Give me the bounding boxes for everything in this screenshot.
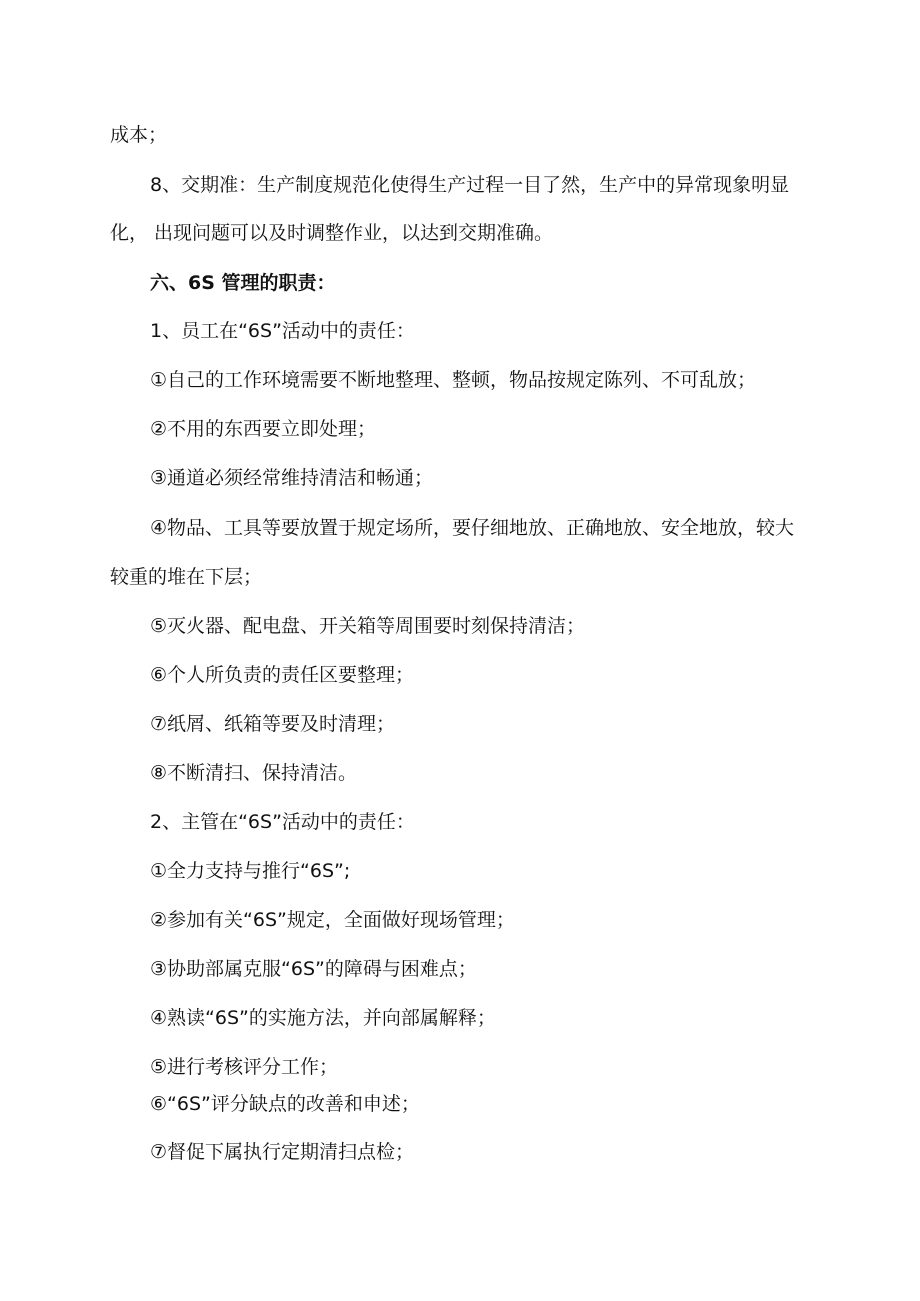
text-line: 2、主管在“6S”活动中的责任： xyxy=(150,811,415,833)
text-line: 成本； xyxy=(110,124,168,146)
list-item: ⑥个人所负责的责任区要整理； xyxy=(150,664,415,686)
list-item: ⑤进行考核评分工作； xyxy=(150,1056,339,1078)
text-line: 1、员工在“6S”活动中的责任： xyxy=(150,320,415,342)
section-heading: 六、6S 管理的职责： xyxy=(150,272,336,294)
list-item: ②不用的东西要立即处理； xyxy=(150,418,377,440)
list-item: ③通道必须经常维持清洁和畅通； xyxy=(150,467,434,489)
list-item: ④物品、工具等要放置于规定场所，要仔细地放、正确地放、安全地放，较大 xyxy=(150,517,795,539)
list-item: ⑧不断清扫、保持清洁。 xyxy=(150,762,358,784)
list-item: ⑤灭火器、配电盘、开关箱等周围要时刻保持清洁； xyxy=(150,615,586,637)
text-line: 化， 出现问题可以及时调整作业，以达到交期准确。 xyxy=(110,222,554,244)
list-item: ②参加有关“6S”规定，全面做好现场管理； xyxy=(150,909,515,931)
list-item: ①全力支持与推行“6S”; xyxy=(150,860,351,882)
list-item: ③协助部属克服“6S”的障碍与困难点； xyxy=(150,958,477,980)
list-item: ⑦纸屑、纸箱等要及时清理； xyxy=(150,713,396,735)
text-line: 8、交期准：生产制度规范化使得生产过程一目了然，生产中的异常现象明显 xyxy=(150,174,790,196)
list-item: ⑦督促下属执行定期清扫点检； xyxy=(150,1141,415,1163)
list-item-continuation: 较重的堆在下层； xyxy=(110,566,263,588)
list-item: ①自己的工作环境需要不断地整理、整顿，物品按规定陈列、不可乱放； xyxy=(150,369,757,391)
list-item: ⑥“6S”评分缺点的改善和申述； xyxy=(150,1093,420,1115)
list-item: ④熟读“6S”的实施方法，并向部属解释； xyxy=(150,1007,496,1029)
